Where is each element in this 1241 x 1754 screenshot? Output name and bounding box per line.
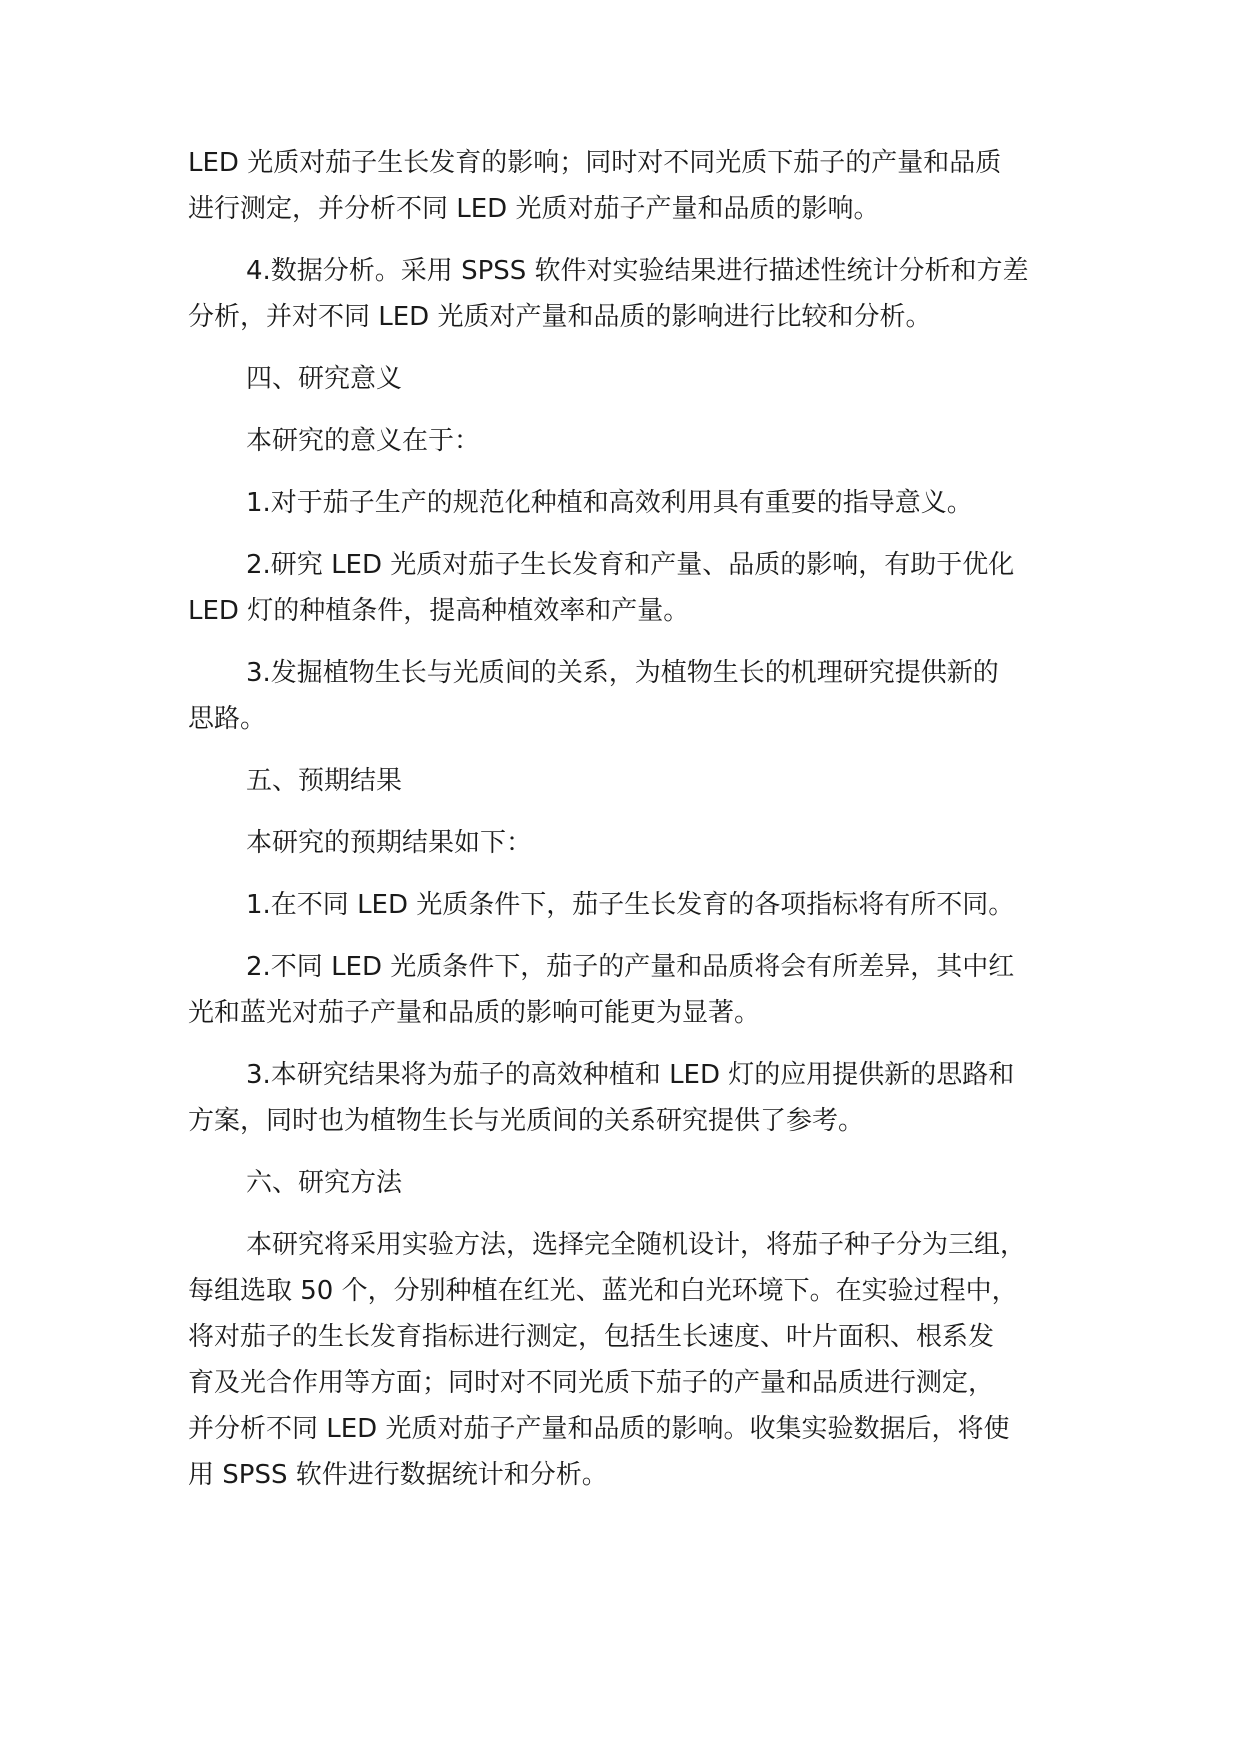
text-line: 五、预期结果	[246, 766, 403, 796]
text-line: 本研究将采用实验方法，选择完全随机设计，将茄子种子分为三组，	[246, 1230, 1027, 1260]
heading-expected-results	[188, 758, 1088, 804]
text-line: 3.发掘植物生长与光质间的关系，为植物生长的机理研究提供新的	[246, 658, 999, 688]
text-line: 将对茄子的生长发育指标进行测定，包括生长速度、叶片面积、根系发	[188, 1322, 995, 1352]
list-item-significance-1	[188, 480, 1088, 526]
text-line: 每组选取 50 个，分别种植在红光、蓝光和白光环境下。在实验过程中，	[188, 1276, 1018, 1306]
text-line: 思路。	[188, 704, 267, 734]
paragraph-results-intro	[188, 820, 1088, 866]
text-line: 并分析不同 LED 光质对茄子产量和品质的影响。收集实验数据后，将使	[188, 1414, 1010, 1444]
text-line: 分析，并对不同 LED 光质对产量和品质的影响进行比较和分析。	[188, 302, 932, 332]
text-line: 本研究的意义在于：	[246, 426, 481, 456]
paragraph-methods	[188, 1222, 1088, 1498]
list-item-result-3	[188, 1052, 1088, 1144]
heading-research-significance	[188, 356, 1088, 402]
text-line: 光和蓝光对茄子产量和品质的影响可能更为显著。	[188, 998, 761, 1028]
text-line: LED 光质对茄子生长发育的影响；同时对不同光质下茄子的产量和品质	[188, 148, 1002, 178]
list-item-result-1	[188, 882, 1088, 928]
text-line: 3.本研究结果将为茄子的高效种植和 LED 灯的应用提供新的思路和	[246, 1060, 1015, 1090]
document-body	[188, 140, 1088, 1514]
text-line: 4.数据分析。采用 SPSS 软件对实验结果进行描述性统计分析和方差	[246, 256, 1029, 286]
text-line: 1.对于茄子生产的规范化种植和高效利用具有重要的指导意义。	[246, 488, 973, 518]
text-line: 四、研究意义	[246, 364, 403, 394]
text-line: 1.在不同 LED 光质条件下，茄子生长发育的各项指标将有所不同。	[246, 890, 1015, 920]
text-line: 育及光合作用等方面；同时对不同光质下茄子的产量和品质进行测定，	[188, 1368, 995, 1398]
paragraph-significance-intro	[188, 418, 1088, 464]
heading-research-methods	[188, 1160, 1088, 1206]
text-line: 方案，同时也为植物生长与光质间的关系研究提供了参考。	[188, 1106, 865, 1136]
list-item-significance-2	[188, 542, 1088, 634]
text-line: 六、研究方法	[246, 1168, 403, 1198]
text-line: 2.研究 LED 光质对茄子生长发育和产量、品质的影响，有助于优化	[246, 550, 1015, 580]
list-item-significance-3	[188, 650, 1088, 742]
text-line: 本研究的预期结果如下：	[246, 828, 533, 858]
paragraph-continued	[188, 140, 1088, 232]
text-line: 进行测定，并分析不同 LED 光质对茄子产量和品质的影响。	[188, 194, 880, 224]
list-item-result-2	[188, 944, 1088, 1036]
text-line: 用 SPSS 软件进行数据统计和分析。	[188, 1460, 608, 1490]
text-line: LED 灯的种植条件，提高种植效率和产量。	[188, 596, 690, 626]
paragraph-data-analysis	[188, 248, 1088, 340]
text-line: 2.不同 LED 光质条件下，茄子的产量和品质将会有所差异，其中红	[246, 952, 1015, 982]
